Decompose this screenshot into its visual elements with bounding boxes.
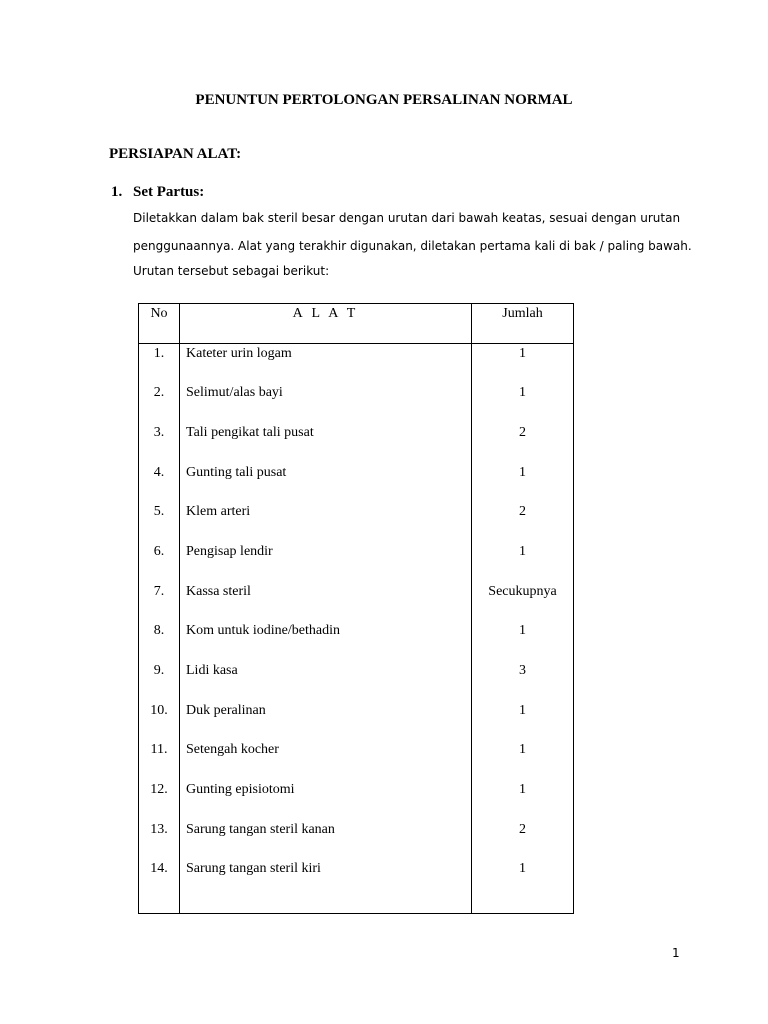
table-row: [139, 344, 574, 384]
cell-jumlah: Secukupnya: [472, 582, 574, 622]
table-row: [139, 542, 574, 582]
cell-no: 12.: [139, 780, 180, 820]
cell-jumlah: 1: [472, 859, 574, 913]
item-number: 1.: [111, 184, 123, 200]
item-heading: [111, 184, 204, 201]
cell-no: 5.: [139, 502, 180, 542]
cell-jumlah: 2: [472, 502, 574, 542]
cell-no: 14.: [139, 859, 180, 913]
cell-no: 6.: [139, 542, 180, 582]
cell-no: 2.: [139, 383, 180, 423]
header-jumlah: Jumlah: [472, 304, 574, 344]
table-row: [139, 740, 574, 780]
cell-alat: Pengisap lendir: [180, 542, 472, 582]
cell-alat: Tali pengikat tali pusat: [180, 423, 472, 463]
cell-alat: Klem arteri: [180, 502, 472, 542]
document-title: PENUNTUN PERTOLONGAN PERSALINAN NORMAL: [195, 92, 573, 108]
table-row: [139, 859, 574, 913]
table-row: [139, 582, 574, 622]
table-row: [139, 423, 574, 463]
table-row: [139, 780, 574, 820]
table-row: [139, 621, 574, 661]
table-row: [139, 502, 574, 542]
cell-no: 7.: [139, 582, 180, 622]
paragraph-line-3: Urutan tersebut sebagai berikut:: [133, 264, 330, 278]
cell-no: 8.: [139, 621, 180, 661]
header-alat: A L A T: [180, 304, 472, 344]
cell-alat: Kassa steril: [180, 582, 472, 622]
table-row: [139, 463, 574, 503]
cell-no: 13.: [139, 820, 180, 860]
cell-alat: Sarung tangan steril kiri: [180, 859, 472, 913]
section-heading: PERSIAPAN ALAT:: [109, 146, 242, 162]
cell-jumlah: 2: [472, 423, 574, 463]
cell-alat: Kom untuk iodine/bethadin: [180, 621, 472, 661]
cell-alat: Gunting episiotomi: [180, 780, 472, 820]
table-row: [139, 661, 574, 701]
equipment-table: [138, 303, 574, 914]
cell-no: 4.: [139, 463, 180, 503]
cell-alat: Sarung tangan steril kanan: [180, 820, 472, 860]
cell-alat: Gunting tali pusat: [180, 463, 472, 503]
table-row: [139, 820, 574, 860]
cell-no: 10.: [139, 701, 180, 741]
cell-jumlah: 1: [472, 344, 574, 384]
cell-jumlah: 3: [472, 661, 574, 701]
cell-no: 3.: [139, 423, 180, 463]
cell-alat: Kateter urin logam: [180, 344, 472, 384]
cell-jumlah: 1: [472, 383, 574, 423]
cell-alat: Duk peralinan: [180, 701, 472, 741]
cell-no: 9.: [139, 661, 180, 701]
cell-alat: Lidi kasa: [180, 661, 472, 701]
header-no: No: [139, 304, 180, 344]
table-header-row: [139, 304, 574, 344]
item-heading-label: Set Partus:: [133, 184, 205, 200]
cell-jumlah: 1: [472, 542, 574, 582]
cell-jumlah: 1: [472, 740, 574, 780]
table-row: [139, 383, 574, 423]
cell-alat: Setengah kocher: [180, 740, 472, 780]
cell-alat: Selimut/alas bayi: [180, 383, 472, 423]
cell-jumlah: 1: [472, 701, 574, 741]
cell-jumlah: 1: [472, 780, 574, 820]
table-body: [139, 344, 574, 914]
paragraph-line-2: penggunaannya. Alat yang terakhir digunakan, diletakan pertama kali di bak / paling bawah.: [133, 239, 692, 253]
cell-jumlah: 1: [472, 621, 574, 661]
cell-jumlah: 2: [472, 820, 574, 860]
paragraph-line-1: Diletakkan dalam bak steril besar dengan urutan dari bawah keatas, sesuai dengan urutan: [133, 211, 681, 225]
cell-jumlah: 1: [472, 463, 574, 503]
page-number: 1: [672, 946, 680, 960]
cell-no: 11.: [139, 740, 180, 780]
table-row: [139, 701, 574, 741]
cell-no: 1.: [139, 344, 180, 384]
